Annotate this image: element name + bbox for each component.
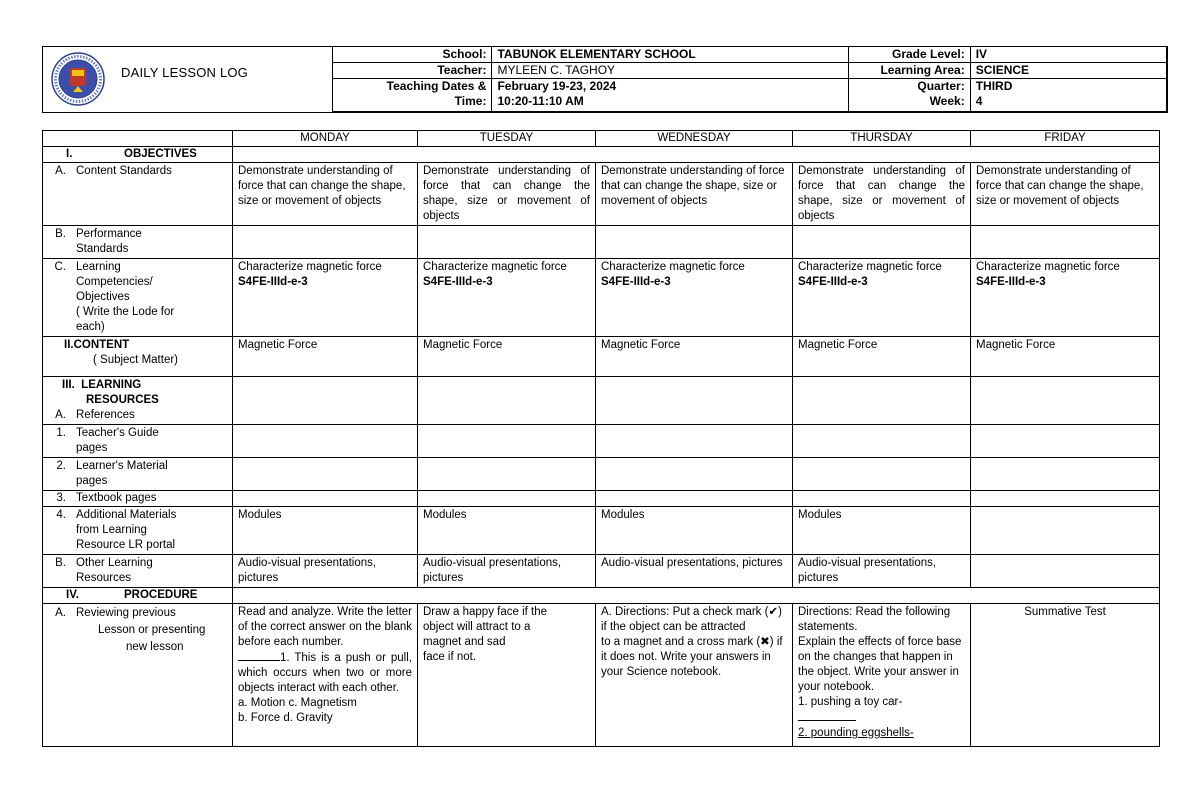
subject-friday: Magnetic Force [971, 337, 1160, 377]
resources-wednesday [596, 377, 793, 425]
review-wednesday [596, 604, 793, 747]
review-monday [233, 604, 418, 747]
learners-material-marker: 2. [56, 460, 66, 472]
additional-materials-label [43, 507, 233, 555]
am-monday: Modules [233, 507, 418, 555]
lm-friday [971, 458, 1160, 491]
subject-thursday: Magnetic Force [793, 337, 971, 377]
competencies-line3: Objectives [76, 291, 130, 303]
learners-material-line1: Learner's Material [76, 460, 168, 472]
lesson-plan-table [42, 130, 1160, 747]
review-monday-choices-2: b. Force d. Gravity [238, 712, 333, 724]
content-standard-thursday: Demonstrate understanding of force that can change the shape, size or movement of objects [793, 163, 971, 226]
content-standards-text: Content Standards [76, 165, 172, 177]
competency-text: Characterize magnetic force [238, 261, 382, 273]
teaching-dates-value [492, 79, 849, 112]
learning-area-label: Learning Area: [849, 63, 971, 79]
day-tuesday: TUESDAY [418, 131, 596, 147]
competencies-label [43, 259, 233, 337]
tb-thursday [793, 491, 971, 507]
review-line1: Reviewing previous [76, 607, 176, 619]
competencies-row [43, 259, 1160, 337]
week-label: Week: [929, 94, 965, 108]
textbook-marker: 3. [56, 492, 66, 504]
content-standard-wednesday: Demonstrate understanding of force that can change the shape, size or movement of objects [596, 163, 793, 226]
review-line2: Lesson or presenting [98, 624, 206, 636]
review-friday: Summative Test [971, 604, 1160, 747]
resources-label [43, 377, 233, 425]
tb-tuesday [418, 491, 596, 507]
grade-level-value: IV [970, 47, 1166, 63]
competency-code: S4FE-IIId-e-3 [976, 276, 1046, 288]
other-resources-label [43, 555, 233, 588]
competencies-line2: Competencies/ [76, 276, 153, 288]
competency-code: S4FE-IIId-e-3 [798, 276, 868, 288]
review-wednesday-line1: A. Directions: Put a check mark (✔) if the object can be attracted [601, 606, 782, 633]
tg-monday [233, 425, 418, 458]
other-resources-marker: B. [55, 557, 66, 569]
content-label [43, 337, 233, 377]
review-monday-item [238, 650, 412, 696]
subject-tuesday: Magnetic Force [418, 337, 596, 377]
references-marker: A. [55, 409, 66, 421]
am-tuesday: Modules [418, 507, 596, 555]
answer-blank [798, 710, 856, 721]
competencies-line5: each) [76, 321, 105, 333]
teaching-time: 10:20-11:10 AM [497, 94, 584, 108]
competencies-text [76, 260, 227, 335]
tb-friday [971, 491, 1160, 507]
review-monday-question: 1. This is a push or pull, which occurs when two or more objects interact with each other. [238, 652, 412, 694]
quarter-week-values [970, 79, 1166, 112]
learners-material-row [43, 458, 1160, 491]
competency-thursday [793, 259, 971, 337]
review-line3: new lesson [126, 641, 184, 653]
competency-tuesday [418, 259, 596, 337]
teaching-dates-label-line1: Teaching Dates & [386, 79, 487, 93]
review-tuesday [418, 604, 596, 747]
teachers-guide-line2: pages [76, 442, 108, 454]
objectives-heading [43, 147, 233, 163]
textbook-text: Textbook pages [76, 492, 157, 504]
content-title: CONTENT [73, 339, 130, 351]
objectives-section-row [43, 147, 1160, 163]
competency-text: Characterize magnetic force [798, 261, 942, 273]
tg-wednesday [596, 425, 793, 458]
teacher-value: MYLEEN C. TAGHOY [492, 63, 849, 79]
procedure-heading [43, 588, 233, 604]
procedure-section-row [43, 588, 1160, 604]
tb-wednesday [596, 491, 793, 507]
performance-standards-line2: Standards [76, 243, 129, 255]
lesson-log-header [42, 46, 1168, 113]
resources-monday [233, 377, 418, 425]
teachers-guide-label [43, 425, 233, 458]
corner-cell [43, 131, 233, 147]
competencies-line1: Learning [76, 261, 121, 273]
procedure-empty [233, 588, 1160, 604]
review-thursday-line3: 1. pushing a toy car- [798, 696, 903, 708]
textbook-row [43, 491, 1160, 507]
resources-tuesday [418, 377, 596, 425]
resources-row [43, 377, 1160, 425]
competency-text: Characterize magnetic force [601, 261, 745, 273]
header-info-table [332, 46, 1167, 112]
review-tuesday-line1: Draw a happy face if the [423, 606, 548, 618]
references-text: References [76, 409, 135, 421]
performance-friday [971, 226, 1160, 259]
additional-materials-row [43, 507, 1160, 555]
day-thursday: THURSDAY [793, 131, 971, 147]
school-label: School: [333, 47, 492, 63]
procedure-num: IV. [66, 589, 80, 601]
content-row [43, 337, 1160, 377]
content-sub: ( Subject Matter) [93, 354, 178, 366]
performance-standards-label [43, 226, 233, 259]
quarter-value: THIRD [975, 79, 1013, 93]
lm-wednesday [596, 458, 793, 491]
school-value: TABUNOK ELEMENTARY SCHOOL [492, 47, 849, 63]
textbook-label [43, 491, 233, 507]
additional-materials-line1: Additional Materials [76, 509, 177, 521]
procedure-title: PROCEDURE [124, 589, 198, 601]
tg-thursday [793, 425, 971, 458]
performance-thursday [793, 226, 971, 259]
performance-standards-line1: Performance [76, 228, 142, 240]
review-thursday-blank [798, 710, 965, 726]
teacher-label: Teacher: [333, 63, 492, 79]
teaching-dates-label [333, 79, 492, 112]
day-wednesday: WEDNESDAY [596, 131, 793, 147]
competency-code: S4FE-IIId-e-3 [601, 276, 671, 288]
teaching-dates-label-line2: Time: [454, 94, 487, 108]
day-monday: MONDAY [233, 131, 418, 147]
resources-title: LEARNING [81, 379, 142, 391]
teaching-dates: February 19-23, 2024 [497, 79, 617, 93]
week-value: 4 [975, 94, 983, 108]
content-standard-tuesday: Demonstrate understanding of force that can change the shape, size or movement of objects [418, 163, 596, 226]
additional-materials-line3: Resource LR portal [76, 539, 176, 551]
resources-thursday [793, 377, 971, 425]
review-monday-choices-1: a. Motion c. Magnetism [238, 697, 357, 709]
review-tuesday-line3: magnet and sad [423, 636, 506, 648]
other-resources-row [43, 555, 1160, 588]
content-standards-marker: A. [55, 165, 66, 177]
teachers-guide-marker: 1. [56, 427, 66, 439]
subject-wednesday: Magnetic Force [596, 337, 793, 377]
document-title: DAILY LESSON LOG [121, 65, 248, 80]
or-thursday: Audio-visual presentations, pictures [793, 555, 971, 588]
or-friday [971, 555, 1160, 588]
am-thursday: Modules [793, 507, 971, 555]
performance-monday [233, 226, 418, 259]
teachers-guide-text [76, 426, 227, 456]
or-tuesday: Audio-visual presentations, pictures [418, 555, 596, 588]
review-tuesday-line2: object will attract to a [423, 621, 531, 633]
performance-standards-text [76, 227, 227, 257]
am-wednesday: Modules [596, 507, 793, 555]
performance-tuesday [418, 226, 596, 259]
competency-text: Characterize magnetic force [976, 261, 1120, 273]
content-standard-friday: Demonstrate understanding of force that can change the shape, size or movement of objects [971, 163, 1160, 226]
lm-thursday [793, 458, 971, 491]
competencies-marker: C. [54, 261, 66, 273]
review-wednesday-line2: to a magnet and a cross mark (✖) if it does not. Write your answers in your Science notebook. [601, 636, 783, 678]
other-resources-line2: Resources [76, 572, 131, 584]
competency-friday [971, 259, 1160, 337]
other-resources-text [76, 556, 227, 586]
resources-friday [971, 377, 1160, 425]
quarter-label: Quarter: [917, 79, 965, 93]
answer-blank [238, 650, 280, 661]
content-standard-monday: Demonstrate understanding of force that can change the shape, size or movement of objects [233, 163, 418, 226]
quarter-week-labels [849, 79, 971, 112]
performance-wednesday [596, 226, 793, 259]
review-thursday-line4: 2. pounding eggshells- [798, 727, 914, 739]
am-friday [971, 507, 1160, 555]
competency-text: Characterize magnetic force [423, 261, 567, 273]
tg-tuesday [418, 425, 596, 458]
review-label [43, 604, 233, 747]
objectives-empty [233, 147, 1160, 163]
subject-monday: Magnetic Force [233, 337, 418, 377]
competency-code: S4FE-IIId-e-3 [238, 276, 308, 288]
day-header-row [43, 131, 1160, 147]
review-thursday [793, 604, 971, 747]
tg-friday [971, 425, 1160, 458]
lm-tuesday [418, 458, 596, 491]
objectives-num: I. [66, 148, 73, 160]
resources-title2: RESOURCES [86, 394, 159, 406]
additional-materials-text [76, 508, 227, 553]
additional-materials-marker: 4. [56, 509, 66, 521]
content-standards-label [43, 163, 233, 226]
content-num: II. [64, 339, 74, 351]
objectives-title: OBJECTIVES [124, 148, 197, 160]
day-friday: FRIDAY [971, 131, 1160, 147]
deped-seal-icon [51, 52, 105, 106]
lm-monday [233, 458, 418, 491]
resources-num: III. [62, 379, 75, 391]
review-monday-instructions: Read and analyze. Write the letter of the correct answer on the blank before each number. [238, 606, 412, 648]
review-thursday-line1: Directions: Read the following statements. [798, 606, 951, 633]
performance-standards-marker: B. [55, 228, 66, 240]
content-standards-row [43, 163, 1160, 226]
other-resources-line1: Other Learning [76, 557, 153, 569]
learning-area-value: SCIENCE [970, 63, 1166, 79]
competency-monday [233, 259, 418, 337]
or-wednesday: Audio-visual presentations, pictures [596, 555, 793, 588]
performance-standards-row [43, 226, 1160, 259]
review-thursday-line2: Explain the effects of force base on the changes that happen in the object. Write your answer in your notebook. [798, 636, 962, 693]
learners-material-text [76, 459, 227, 489]
review-tuesday-line4: face if not. [423, 651, 477, 663]
grade-level-label: Grade Level: [849, 47, 971, 63]
competency-code: S4FE-IIId-e-3 [423, 276, 493, 288]
tb-monday [233, 491, 418, 507]
competencies-line4: ( Write the Lode for [76, 306, 175, 318]
competency-wednesday [596, 259, 793, 337]
teachers-guide-line1: Teacher's Guide [76, 427, 159, 439]
review-marker: A. [55, 607, 66, 619]
review-row [43, 604, 1160, 747]
additional-materials-line2: from Learning [76, 524, 147, 536]
learners-material-label [43, 458, 233, 491]
learners-material-line2: pages [76, 475, 108, 487]
teachers-guide-row [43, 425, 1160, 458]
or-monday: Audio-visual presentations, pictures [233, 555, 418, 588]
